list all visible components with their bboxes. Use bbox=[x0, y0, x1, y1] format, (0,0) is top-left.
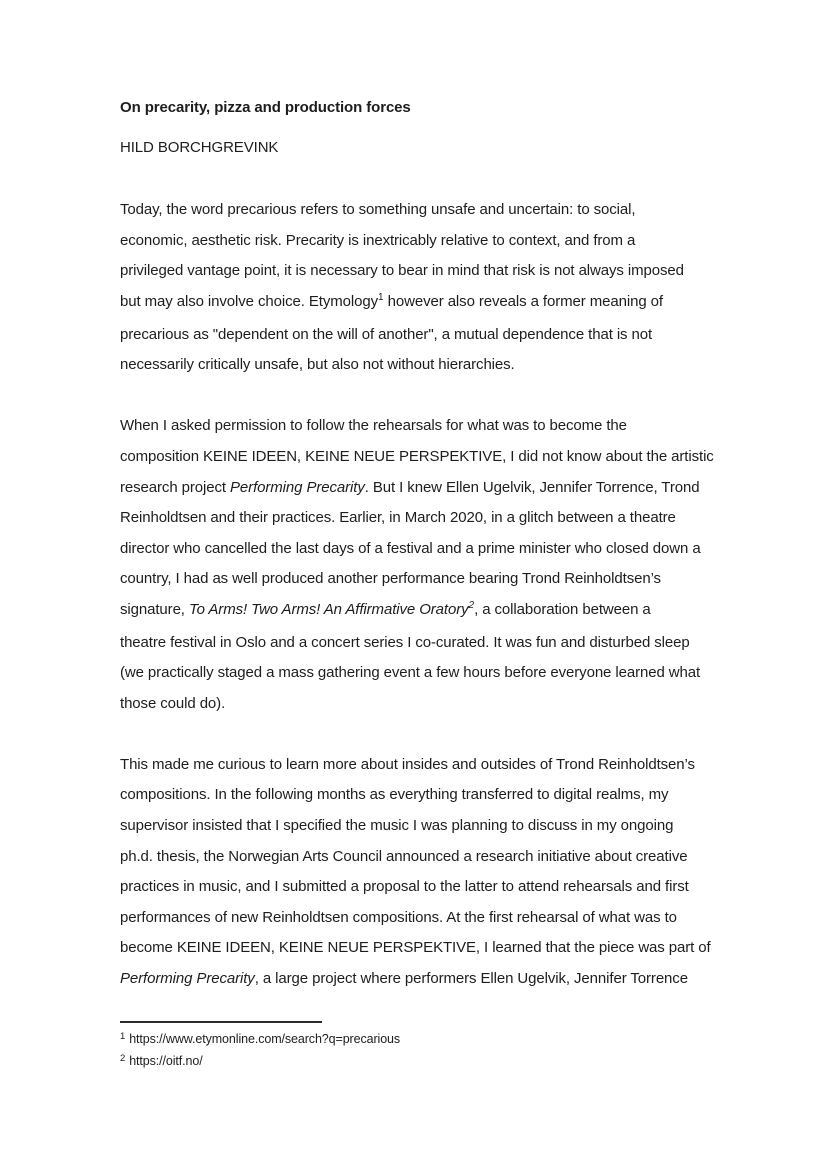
footnote bbox=[120, 1051, 400, 1073]
text-line: theatre festival in Oslo and a concert series I co-curated. It was fun and disturbed sleep bbox=[120, 633, 690, 651]
text-line: When I asked permission to follow the rehearsals for what was to become the bbox=[120, 417, 627, 435]
paragraph bbox=[120, 411, 760, 719]
footnotes-section bbox=[120, 1021, 400, 1073]
text-line: country, I had as well produced another performance bearing Trond Reinholdtsen’s bbox=[120, 570, 661, 588]
text-line: privileged vantage point, it is necessary to bear in mind that risk is not always imposed bbox=[120, 262, 684, 280]
document-body bbox=[120, 195, 760, 994]
text-line: compositions. In the following months as everything transferred to digital realms, my bbox=[120, 786, 669, 804]
footnote-separator bbox=[120, 1021, 322, 1023]
text-line: those could do). bbox=[120, 694, 226, 712]
text-line: but may also involve choice. Etymology$^1$ however also reveals a former meaning of bbox=[120, 291, 663, 310]
footnote-url: https://oitf.no/ bbox=[129, 1054, 203, 1068]
text-line: This made me curious to learn more about insides and outsides of Trond Reinholdtsen’s bbox=[120, 755, 695, 773]
footnote-marker: 1 bbox=[120, 1031, 126, 1042]
text-line: composition KEINE IDEEN, KEINE NEUE PERSPEKTIVE, I did not know about the artistic bbox=[120, 447, 714, 465]
text-line: supervisor insisted that I specified the music I was planning to discuss in my ongoing bbox=[120, 817, 674, 835]
text-line: (we practically staged a mass gathering event a few hours before everyone learned what bbox=[120, 664, 701, 682]
footnote bbox=[120, 1029, 400, 1051]
text-line: necessarily critically unsafe, but also not without hierarchies. bbox=[120, 356, 515, 374]
footnote-url: https://www.etymonline.com/search?q=precarious bbox=[129, 1032, 401, 1046]
text-line: Performing Precarity, a large project where performers Ellen Ugelvik, Jennifer Torrence bbox=[120, 970, 688, 988]
text-line: precarious as "dependent on the will of another", a mutual dependence that is not bbox=[120, 325, 653, 343]
text-line: practices in music, and I submitted a proposal to the latter to attend rehearsals and first bbox=[120, 878, 689, 896]
text-line: economic, aesthetic risk. Precarity is inextricably relative to context, and from a bbox=[120, 231, 636, 249]
text-line: become KEINE IDEEN, KEINE NEUE PERSPEKTIVE, I learned that the piece was part of bbox=[120, 939, 711, 957]
text-line: signature, To Arms! Two Arms! An Affirmative Oratory$^2$, a collaboration between a bbox=[120, 599, 651, 618]
author-name: HILD BORCHGREVINK bbox=[120, 138, 279, 156]
document-title: On precarity, pizza and production forces bbox=[120, 99, 411, 116]
text-line: Reinholdtsen and their practices. Earlier, in March 2020, in a glitch between a theatre bbox=[120, 509, 676, 527]
text-line: performances of new Reinholdtsen compositions. At the first rehearsal of what was to bbox=[120, 908, 677, 926]
text-line: ph.d. thesis, the Norwegian Arts Council announced a research initiative about creative bbox=[120, 847, 688, 865]
footnote-marker: 2 bbox=[120, 1053, 126, 1064]
document-content bbox=[120, 93, 760, 1025]
text-line: director who cancelled the last days of a festival and a prime minister who closed down a bbox=[120, 539, 701, 557]
paragraph bbox=[120, 750, 760, 995]
text-line: research project Performing Precarity. But I knew Ellen Ugelvik, Jennifer Torrence, Trond bbox=[120, 478, 700, 496]
text-line: Today, the word precarious refers to something unsafe and uncertain: to social, bbox=[120, 201, 636, 219]
paragraph bbox=[120, 195, 760, 381]
